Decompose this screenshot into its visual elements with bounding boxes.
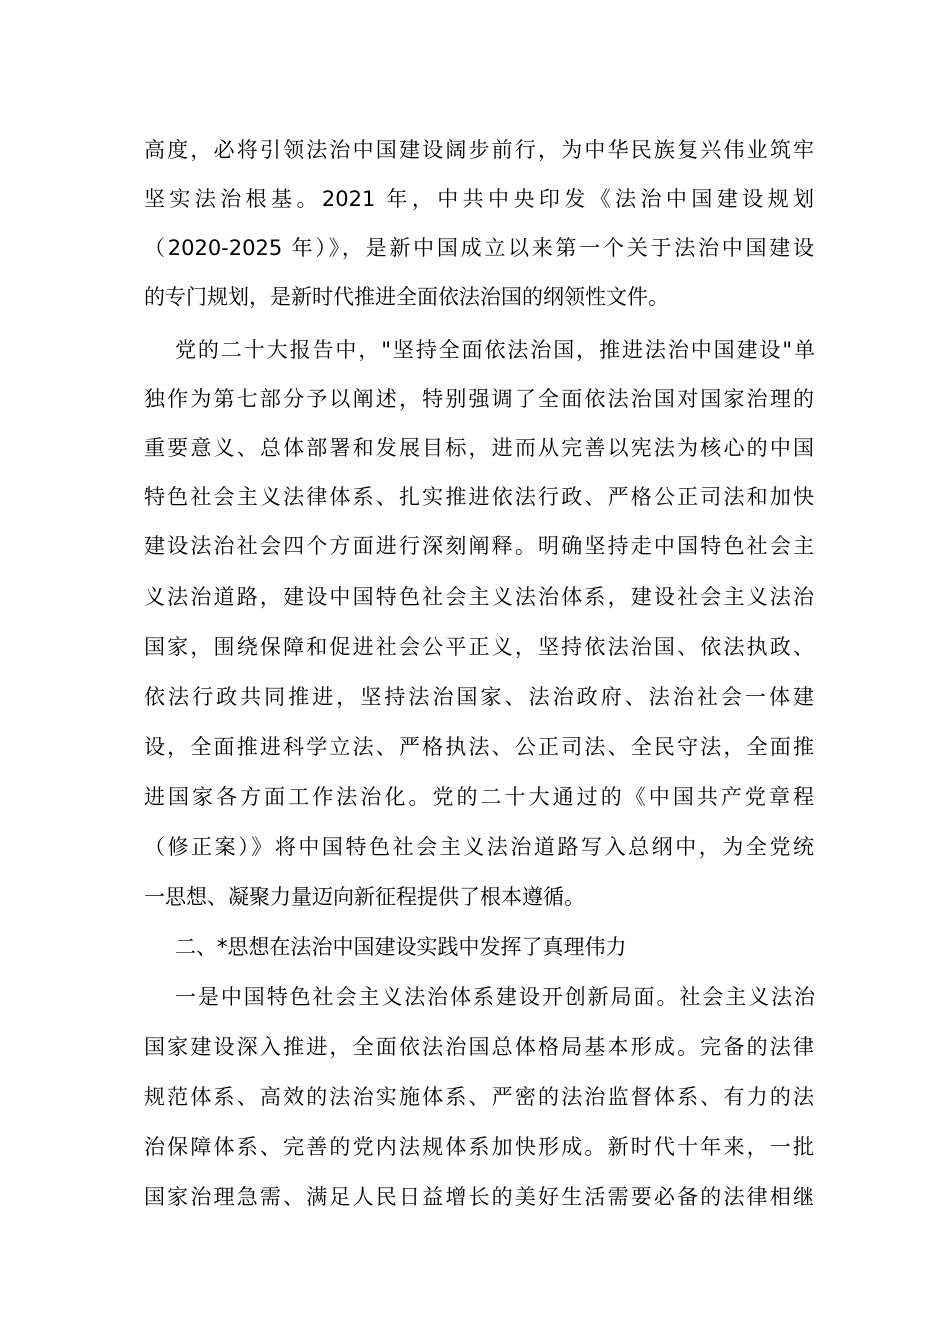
paragraph-3-line-2: 国家建设深入推进，全面依法治国总体格局基本形成。完备的法律 (144, 1035, 814, 1059)
paragraph-2-line-9: 设，全面推进科学立法、严格执法、公正司法、全民守法，全面推 (144, 735, 814, 759)
paragraph-3-line-4: 治保障体系、完善的党内法规体系加快形成。新时代十年来，一批 (144, 1135, 814, 1159)
paragraph-2-line-3: 重要意义、总体部署和发展目标，进而从完善以宪法为核心的中国 (144, 436, 814, 460)
paragraph-2-line-4: 特色社会主义法律体系、扎实推进依法行政、严格公正司法和加快 (144, 485, 814, 509)
paragraph-2-line-10: 进国家各方面工作法治化。党的二十大通过的《中国共产党章程 (144, 785, 814, 809)
paragraph-2-line-11: （修正案）》将中国特色社会主义法治道路写入总纲中，为全党统 (144, 835, 814, 859)
paragraph-3-line-1: 一是中国特色社会主义法治体系建设开创新局面。社会主义法治 (175, 985, 815, 1009)
paragraph-2-line-8: 依法行政共同推进，坚持法治国家、法治政府、法治社会一体建 (144, 685, 814, 709)
paragraph-3-line-3: 规范体系、高效的法治实施体系、严密的法治监督体系、有力的法 (144, 1085, 814, 1109)
text-line-2: 坚实法治根基。2021 年，中共中央印发《法治中国建设规划 (144, 187, 814, 211)
paragraph-2-line-7: 国家，围绕保障和促进社会公平正义，坚持依法治国、依法执政、 (144, 635, 814, 659)
paragraph-2-line-1: 党的二十大报告中，"坚持全面依法治国，推进法治中国建设"单 (175, 338, 815, 362)
text-line-3: （2020-2025 年）》，是新中国成立以来第一个关于法治中国建设 (144, 236, 814, 260)
paragraph-2-line-12: 一思想、凝聚力量迈向新征程提供了根本遵循。 (144, 885, 585, 909)
paragraph-2-line-5: 建设法治社会四个方面进行深刻阐释。明确坚持走中国特色社会主 (144, 534, 814, 558)
text-line-4: 的专门规划，是新时代推进全面依法治国的纲领性文件。 (144, 285, 669, 309)
text-line-1: 高度，必将引领法治中国建设阔步前行，为中华民族复兴伟业筑牢 (144, 138, 814, 162)
paragraph-2-line-6: 义法治道路，建设中国特色社会主义法治体系，建设社会主义法治 (144, 585, 814, 609)
section-heading: 二、*思想在法治中国建设实践中发挥了真理伟力 (175, 935, 627, 959)
paragraph-2-line-2: 独作为第七部分予以阐述，特别强调了全面依法治国对国家治理的 (144, 387, 814, 411)
paragraph-3-line-5: 国家治理急需、满足人民日益增长的美好生活需要必备的法律相继 (144, 1185, 814, 1209)
